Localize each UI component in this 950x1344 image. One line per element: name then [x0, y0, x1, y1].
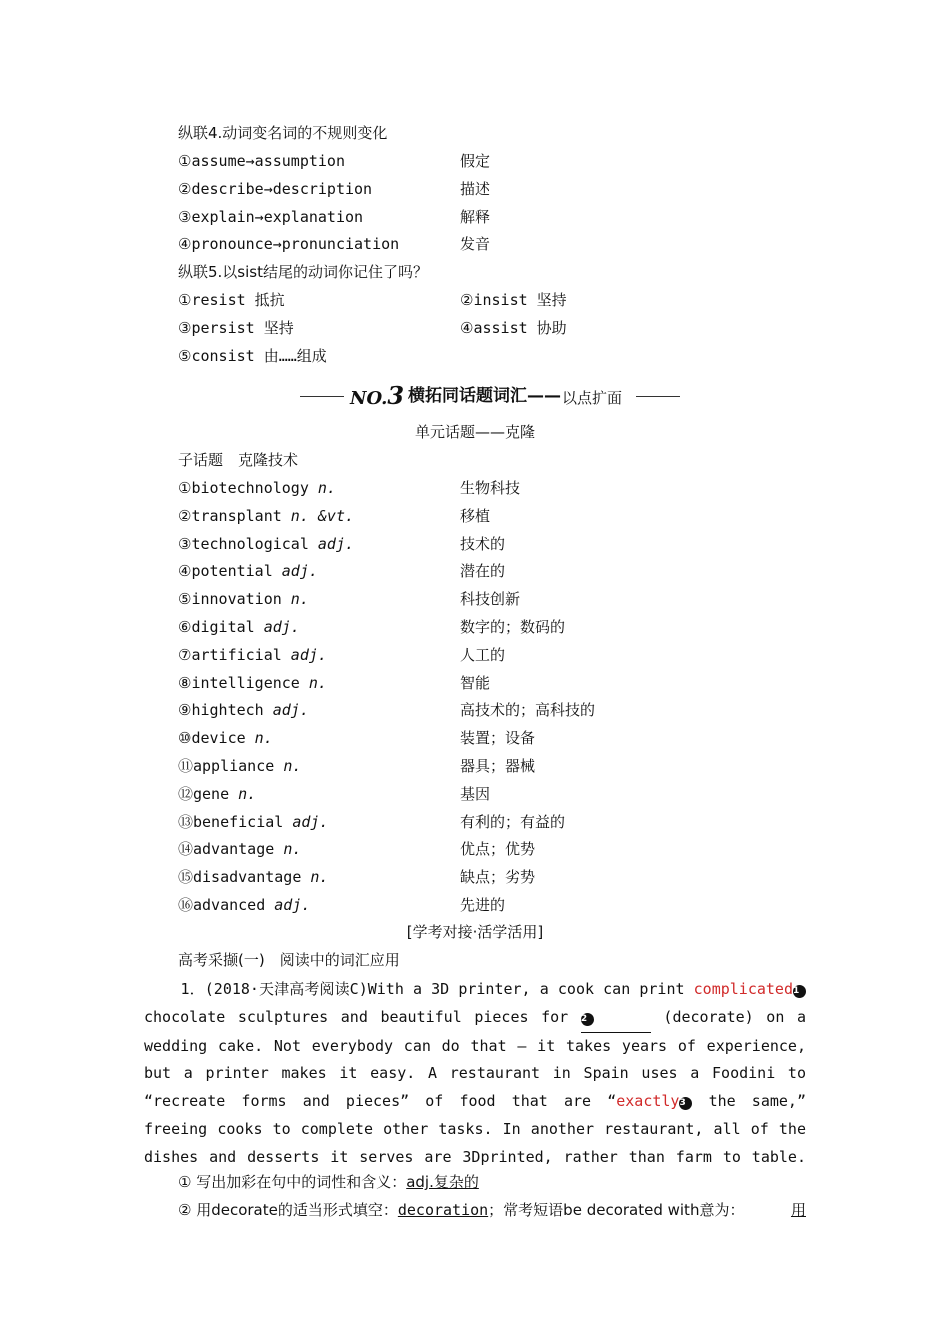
vocab-meaning: 假定	[460, 152, 491, 170]
answer-2: decoration	[397, 1201, 489, 1219]
topic-meaning: 生物科技	[460, 479, 521, 497]
topic-word: ⑪appliance n.	[178, 757, 302, 775]
banner-title: 横拓同话题词汇——	[408, 386, 561, 406]
topic-meaning: 基因	[460, 785, 491, 803]
sist-verb: ②insist 坚持	[460, 291, 567, 309]
banner-rule-left	[300, 396, 344, 397]
vocab-meaning: 发音	[460, 235, 491, 253]
marker-3: 3	[679, 1097, 692, 1110]
highlight-word: exactly	[616, 1092, 680, 1111]
vocab-word: ④pronounce→pronunciation	[178, 235, 400, 253]
sist-verb: ④assist 协助	[460, 319, 567, 337]
topic-word: ①biotechnology n.	[178, 479, 336, 497]
vocab-word: ②describe→description	[178, 180, 373, 198]
sist-verb: ①resist 抵抗	[178, 291, 285, 309]
topic-word: ②transplant n. &vt.	[178, 507, 355, 525]
sub-topic: 子话题 克隆技术	[178, 451, 299, 469]
topic-meaning: 人工的	[460, 646, 506, 664]
answer-blank[interactable]	[581, 1004, 651, 1033]
sist-verb: ⑤consist 由……组成	[178, 347, 327, 365]
topic-word: ⑬beneficial adj.	[178, 813, 329, 831]
answer-3-start: 用	[790, 1201, 806, 1219]
vocab-word: ③explain→explanation	[178, 208, 364, 226]
topic-meaning: 有利的；有益的	[460, 813, 566, 831]
marker-1: 1	[793, 985, 806, 998]
topic-word: ⑥digital adj.	[178, 618, 300, 636]
unit-topic: 单元话题——克隆	[414, 423, 535, 441]
topic-meaning: 高技术的；高科技的	[460, 701, 596, 719]
vocab-meaning: 描述	[460, 180, 491, 198]
question-1: ① 写出加彩在句中的词性和含义：adj.复杂的	[178, 1173, 479, 1191]
answer-1: adj.复杂的	[406, 1173, 479, 1191]
topic-meaning: 智能	[460, 674, 491, 692]
topic-meaning: 数字的；数码的	[460, 618, 566, 636]
topic-meaning: 潜在的	[460, 562, 506, 580]
topic-meaning: 缺点；劣势	[460, 868, 536, 886]
topic-meaning: 装置；设备	[460, 729, 536, 747]
topic-word: ③technological adj.	[178, 535, 355, 553]
topic-meaning: 技术的	[460, 535, 506, 553]
banner-rule-right	[636, 396, 680, 397]
section4-title: 纵联4.动词变名词的不规则变化	[178, 124, 388, 142]
vocab-meaning: 解释	[460, 208, 491, 226]
topic-word: ⑧intelligence n.	[178, 674, 327, 692]
section-banner	[300, 382, 680, 410]
topic-word: ⑨hightech adj.	[178, 701, 309, 719]
topic-meaning: 器具；器械	[460, 757, 536, 775]
topic-word: ⑭advantage n.	[178, 840, 302, 858]
section5-title: 纵联5.以sist结尾的动词你记住了吗？	[178, 263, 428, 281]
reading-passage: 1．(2018·天津高考阅读C)With a 3D printer, a cook can print complicated1 chocolate sculptures and beautiful pieces for 2 (decorate) on a wedding cake. Not everybody can do that — it takes years of experience, but a printer makes it easy. A restaurant in Spain uses a Foodini to “recreate forms and pieces” of food that are “exactly3 the same,” freeing cooks to complete other tasks. In another restaurant, all of the dishes and desserts it serves are 3Dprinted, rather than farm to table.	[144, 980, 806, 1166]
topic-meaning: 优点；优势	[460, 840, 536, 858]
vocab-word: ①assume→assumption	[178, 152, 345, 170]
topic-meaning: 先进的	[460, 896, 506, 914]
banner-number: NO.3	[350, 381, 405, 410]
banner-subtitle: 以点扩面	[562, 389, 623, 407]
topic-word: ⑫gene n.	[178, 785, 257, 803]
sist-verb: ③persist 坚持	[178, 319, 294, 337]
topic-word: ④potential adj.	[178, 562, 318, 580]
highlight-word: complicated	[693, 980, 793, 998]
topic-meaning: 移植	[460, 507, 491, 525]
practice-heading: [学考对接·活学活用]	[406, 923, 544, 941]
question-2: ② 用decorate的适当形式填空：decoration；常考短语be decorated with意为： 用	[178, 1201, 806, 1219]
practice-subheading: 高考采撷(一) 阅读中的词汇应用	[178, 951, 400, 969]
topic-word: ⑦artificial adj.	[178, 646, 327, 664]
topic-word: ⑮disadvantage n.	[178, 868, 329, 886]
topic-word: ⑩device n.	[178, 729, 273, 747]
topic-meaning: 科技创新	[460, 590, 521, 608]
topic-word: ⑯advanced adj.	[178, 896, 311, 914]
topic-word: ⑤innovation n.	[178, 590, 309, 608]
marker-2: 2	[581, 1013, 594, 1026]
